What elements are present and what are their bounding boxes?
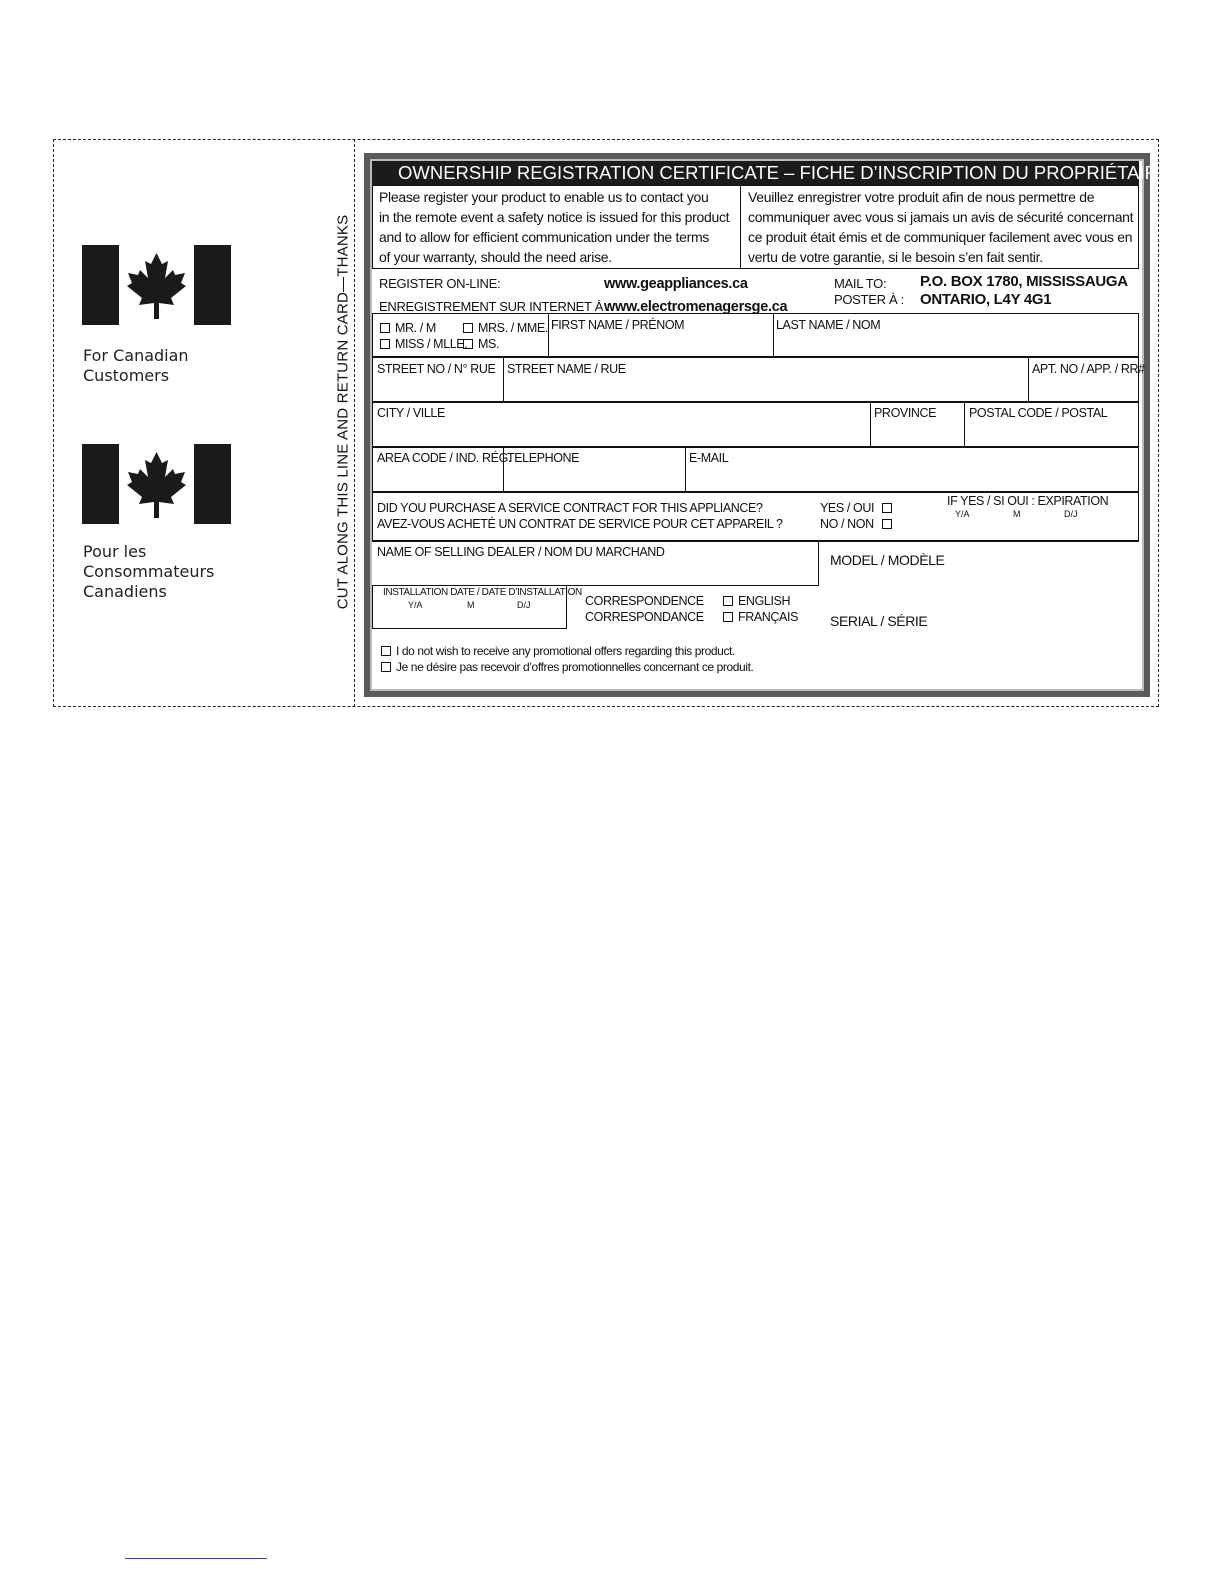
divider [548,313,549,357]
salutation-ms[interactable] [463,337,499,351]
mail-to-label: MAIL TO: [834,276,887,291]
street-name-field[interactable]: STREET NAME / RUE [507,362,626,376]
english-label: ENGLISH [738,594,791,608]
divider [818,541,819,586]
intro-line: communiquer avec vous si jamais un avis de sécurité concernant [748,209,1134,225]
installation-date-label: INSTALLATION DATE / DATE D’INSTALLATION [383,587,582,598]
salutation-label: MISS / MLLE. [395,337,468,351]
expiration-label: IF YES / SI OUI : EXPIRATION [947,494,1109,508]
certificate-title: OWNERSHIP REGISTRATION CERTIFICATE – FICHE D’INSCRIPTION DU PROPRIÉTAIRE [372,161,1139,185]
first-name-field[interactable]: FIRST NAME / PRÉNOM [551,318,685,332]
expiration-month[interactable]: M [1013,509,1021,519]
opt-out-english[interactable] [381,644,735,658]
correspondence-french[interactable] [723,610,798,624]
divider [1028,357,1029,402]
cut-line [354,139,355,707]
intro-line: Veuillez enregistrer votre produit afin de nous permettre de [748,189,1095,205]
dealer-name-field[interactable]: NAME OF SELLING DEALER / NOM DU MARCHAND [377,545,665,559]
caption-line: Pour les [83,542,147,561]
service-contract-question: DID YOU PURCHASE A SERVICE CONTRACT FOR THIS APPLIANCE? [377,501,763,515]
caption-line: Canadiens [83,582,167,601]
salutation-miss[interactable] [380,337,467,351]
register-online-label: REGISTER ON-LINE: [379,276,501,291]
opt-out-french[interactable] [381,660,753,674]
model-field[interactable]: MODEL / MODÈLE [830,552,945,568]
expiration-day[interactable]: D/J [1064,509,1078,519]
register-url-fr[interactable]: www.electromenagersge.ca [604,299,788,315]
serial-field[interactable]: SERIAL / SÉRIE [830,613,928,629]
french-label: FRANÇAIS [738,610,799,624]
checkbox[interactable] [882,519,892,529]
intro-line: and to allow for efficient communication under the terms [379,229,710,245]
correspondence-english[interactable] [723,594,790,608]
correspondence-label: CORRESPONDENCE [585,594,704,608]
checkbox[interactable] [381,646,391,656]
salutation-label: MRS. / MME. [478,321,548,335]
checkbox[interactable] [463,339,473,349]
canadian-flag-icon [82,444,231,524]
service-contract-question-fr: AVEZ-VOUS ACHETÉ UN CONTRAT DE SERVICE POUR CET APPAREIL ? [377,517,783,531]
intro-english [379,187,729,267]
checkbox[interactable] [380,339,390,349]
intro-line: in the remote event a safety notice is issued for this product [379,209,730,225]
telephone-field[interactable]: TELEPHONE [507,451,580,465]
mailing-address-line1: P.O. BOX 1780, MISSISSAUGA [920,273,1128,290]
register-online-label-fr: ENREGISTREMENT SUR INTERNET À : [379,299,610,314]
installation-month[interactable]: M [467,600,475,610]
salutation-label: MS. [478,337,500,351]
intro-line: of your warranty, should the need arise. [379,249,612,265]
salutation-mr[interactable] [380,321,436,335]
email-field[interactable]: E-MAIL [689,451,729,465]
last-name-field[interactable]: LAST NAME / NOM [776,318,881,332]
divider [685,447,686,492]
divider [503,357,504,402]
canadian-flag-icon [82,245,231,325]
street-number-field[interactable]: STREET NO / N° RUE [377,362,496,376]
correspondence-label-fr: CORRESPONDANCE [585,610,704,624]
intro-line: Please register your product to enable us to contact you [379,189,709,205]
register-url-en[interactable]: www.geappliances.ca [604,276,748,292]
checkbox[interactable] [381,662,391,672]
caption-line: Consommateurs [83,562,215,581]
expiration-year[interactable]: Y/A [955,509,970,519]
service-contract-no[interactable] [820,517,897,531]
checkbox[interactable] [380,323,390,333]
opt-out-label: I do not wish to receive any promotional offers regarding this product. [396,644,735,658]
intro-line: vertu de votre garantie, si le besoin s’en fait sentir. [748,249,1043,265]
area-code-field[interactable]: AREA CODE / IND. RÉG. [377,451,511,465]
caption-line: For Canadian [83,346,189,365]
postal-code-field[interactable]: POSTAL CODE / POSTAL [969,406,1108,420]
divider [964,402,965,447]
checkbox[interactable] [723,612,733,622]
installation-year[interactable]: Y/A [408,600,423,610]
no-label: NO / NON [820,517,874,531]
intro-french [748,187,1133,267]
cut-instruction: CUT ALONG THIS LINE AND RETURN CARD—THANKS [334,214,352,610]
divider [372,541,1139,542]
apartment-field[interactable]: APT. NO / APP. / RR# [1032,362,1145,376]
checkbox[interactable] [463,323,473,333]
yes-label: YES / OUI [820,501,875,515]
installation-day[interactable]: D/J [517,600,531,610]
service-contract-yes[interactable] [820,501,897,515]
checkbox[interactable] [723,596,733,606]
divider [870,402,871,447]
salutation-mrs[interactable] [463,321,548,335]
caption-for-canadian-customers [83,346,189,386]
caption-line: Customers [83,366,170,385]
city-field[interactable]: CITY / VILLE [377,406,445,420]
opt-out-label: Je ne désire pas recevoir d’offres promotionnelles concernant ce produit. [396,660,754,674]
intro-line: ce produit était émis et de communiquer facilement avec vous en [748,229,1133,245]
caption-pour-consommateurs-canadiens [83,542,214,602]
mailing-address-line2: ONTARIO, L4Y 4G1 [920,291,1052,308]
salutation-label: MR. / M [395,321,436,335]
divider [773,313,774,357]
intro-divider [740,185,741,269]
province-field[interactable]: PROVINCE [874,406,937,420]
footer-link-underline[interactable] [125,1558,267,1559]
mail-to-label-fr: POSTER À : [834,292,904,307]
checkbox[interactable] [882,503,892,513]
